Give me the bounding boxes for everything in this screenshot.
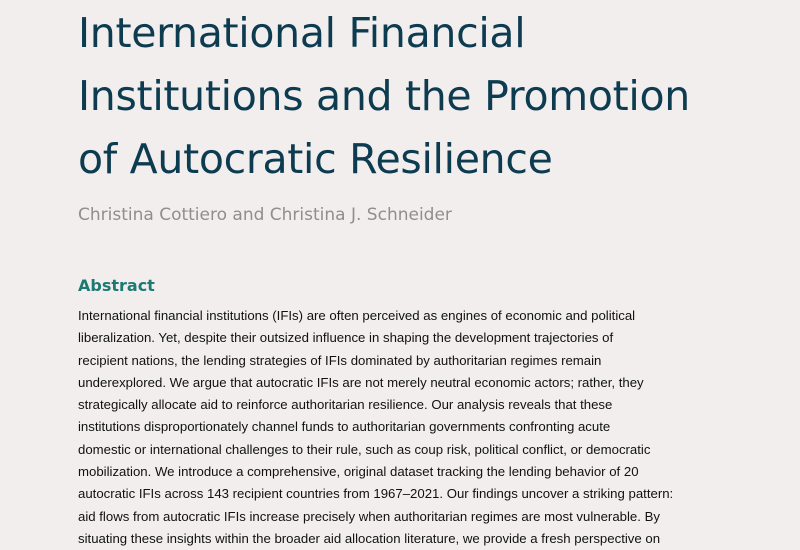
abstract-heading: Abstract <box>78 276 155 295</box>
paper-title <box>78 2 778 191</box>
abstract-line: aid flows from autocratic IFIs increase precisely when authoritarian regimes are most vulnerable. By <box>78 508 660 524</box>
abstract-line: underexplored. We argue that autocratic IFIs are not merely neutral economic actors; rather, they <box>78 374 644 390</box>
abstract-line: situating these insights within the broader aid allocation literature, we provide a fresh perspective on <box>78 530 661 546</box>
abstract-line: recipient nations, the lending strategies of IFIs dominated by authoritarian regimes remain <box>78 352 602 368</box>
abstract-line: institutions disproportionately channel funds to authoritarian governments confronting acute <box>78 419 611 435</box>
abstract-line: domestic or international challenges to their rule, such as coup risk, political conflict, or democratic <box>78 441 651 457</box>
abstract-line: International financial institutions (IFIs) are often perceived as engines of economic and political <box>78 308 636 323</box>
title-line: of Autocratic Resilience <box>78 135 553 183</box>
abstract-line: liberalization. Yet, despite their outsized influence in shaping the development trajectories of <box>78 330 614 346</box>
abstract-line: mobilization. We introduce a comprehensive, original dataset tracking the lending behavior of 20 <box>78 464 639 480</box>
abstract-line: strategically allocate aid to reinforce authoritarian resilience. Our analysis reveals that these <box>78 397 613 413</box>
abstract-line: autocratic IFIs across 143 recipient countries from 1967–2021. Our findings uncover a striking pattern: <box>78 486 674 502</box>
title-line: Institutions and the Promotion <box>78 72 690 120</box>
title-line: International Financial <box>78 9 526 57</box>
author-list: Christina Cottiero and Christina J. Schneider <box>78 205 452 225</box>
abstract-text <box>78 305 798 550</box>
